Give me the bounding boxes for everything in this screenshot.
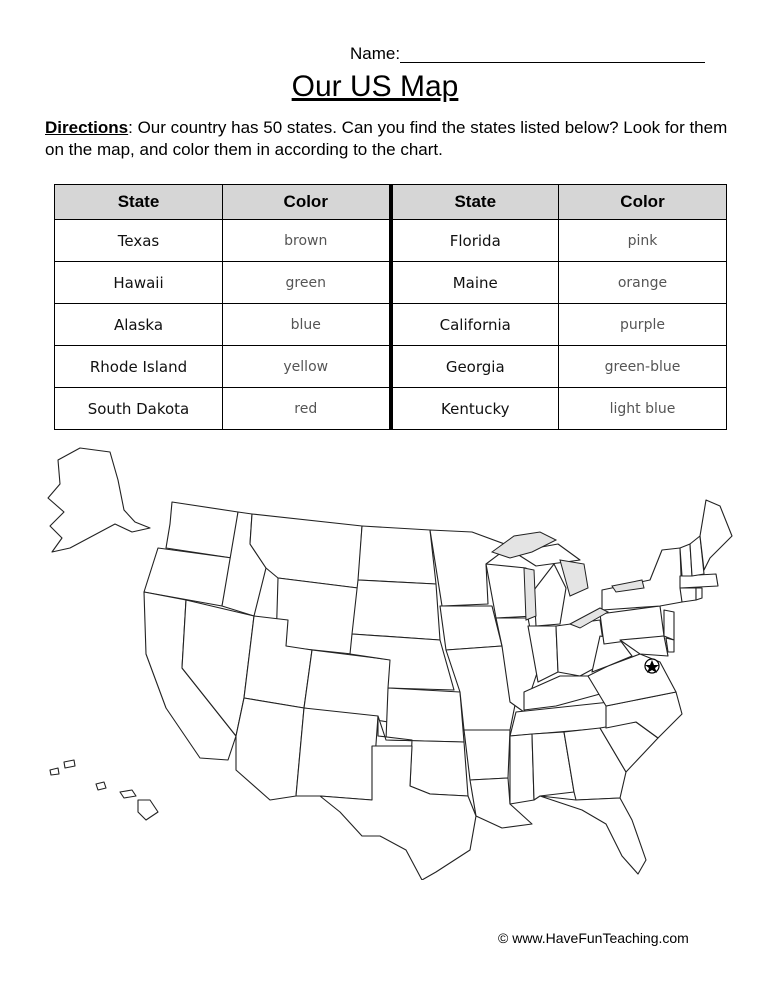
name-line[interactable] bbox=[400, 62, 705, 63]
us-map[interactable] bbox=[40, 440, 740, 880]
table-row bbox=[55, 346, 727, 388]
directions-text: : Our country has 50 states. Can you find the states listed below? Look for them on the map, and color them in according to the chart. bbox=[45, 118, 728, 159]
color-cell: yellow bbox=[223, 346, 391, 388]
color-cell: red bbox=[223, 388, 391, 430]
color-cell: orange bbox=[559, 262, 727, 304]
state-cell: Maine bbox=[391, 262, 559, 304]
state-cell: Hawaii bbox=[55, 262, 223, 304]
color-cell: brown bbox=[223, 220, 391, 262]
table-row bbox=[55, 304, 727, 346]
state-cell: Rhode Island bbox=[55, 346, 223, 388]
state-new-mexico bbox=[296, 708, 378, 800]
state-cell: Florida bbox=[391, 220, 559, 262]
state-cell: Texas bbox=[55, 220, 223, 262]
state-washington bbox=[166, 502, 238, 558]
color-cell: green-blue bbox=[559, 346, 727, 388]
state-color-table bbox=[54, 184, 727, 430]
lake-michigan bbox=[524, 568, 536, 620]
state-cell: South Dakota bbox=[55, 388, 223, 430]
table-row bbox=[55, 262, 727, 304]
state-florida bbox=[540, 796, 646, 874]
state-north-dakota bbox=[358, 526, 436, 584]
name-label: Name: bbox=[350, 44, 401, 63]
state-connecticut bbox=[680, 588, 696, 602]
header-color-2: Color bbox=[559, 185, 727, 220]
directions bbox=[45, 117, 745, 161]
page-title: Our US Map bbox=[291, 70, 459, 103]
header-state-2: State bbox=[391, 185, 559, 220]
state-kansas bbox=[386, 688, 464, 742]
color-cell: purple bbox=[559, 304, 727, 346]
state-rhode-island bbox=[696, 588, 702, 600]
color-cell: pink bbox=[559, 220, 727, 262]
table-row bbox=[55, 388, 727, 430]
state-arizona bbox=[236, 698, 304, 800]
state-montana bbox=[250, 514, 362, 588]
copyright-footer: © www.HaveFunTeaching.com bbox=[498, 930, 689, 946]
state-alaska bbox=[48, 448, 150, 552]
state-delaware bbox=[666, 638, 674, 652]
state-cell: Kentucky bbox=[391, 388, 559, 430]
color-cell: green bbox=[223, 262, 391, 304]
state-cell: Georgia bbox=[391, 346, 559, 388]
state-arkansas bbox=[464, 730, 510, 780]
state-new-jersey bbox=[664, 610, 674, 640]
state-south-dakota bbox=[352, 580, 440, 640]
state-hawaii bbox=[50, 760, 158, 820]
table-header-row bbox=[55, 185, 727, 220]
header-state-1: State bbox=[55, 185, 223, 220]
state-iowa bbox=[440, 606, 502, 650]
directions-label: Directions bbox=[45, 118, 129, 137]
star-icon bbox=[645, 659, 659, 673]
state-new-york bbox=[602, 548, 682, 610]
state-wyoming bbox=[276, 578, 358, 654]
color-cell: light blue bbox=[559, 388, 727, 430]
table-row bbox=[55, 220, 727, 262]
state-cell: California bbox=[391, 304, 559, 346]
header-color-1: Color bbox=[223, 185, 391, 220]
state-mississippi bbox=[510, 734, 534, 804]
state-cell: Alaska bbox=[55, 304, 223, 346]
state-maine bbox=[700, 500, 732, 570]
color-cell: blue bbox=[223, 304, 391, 346]
